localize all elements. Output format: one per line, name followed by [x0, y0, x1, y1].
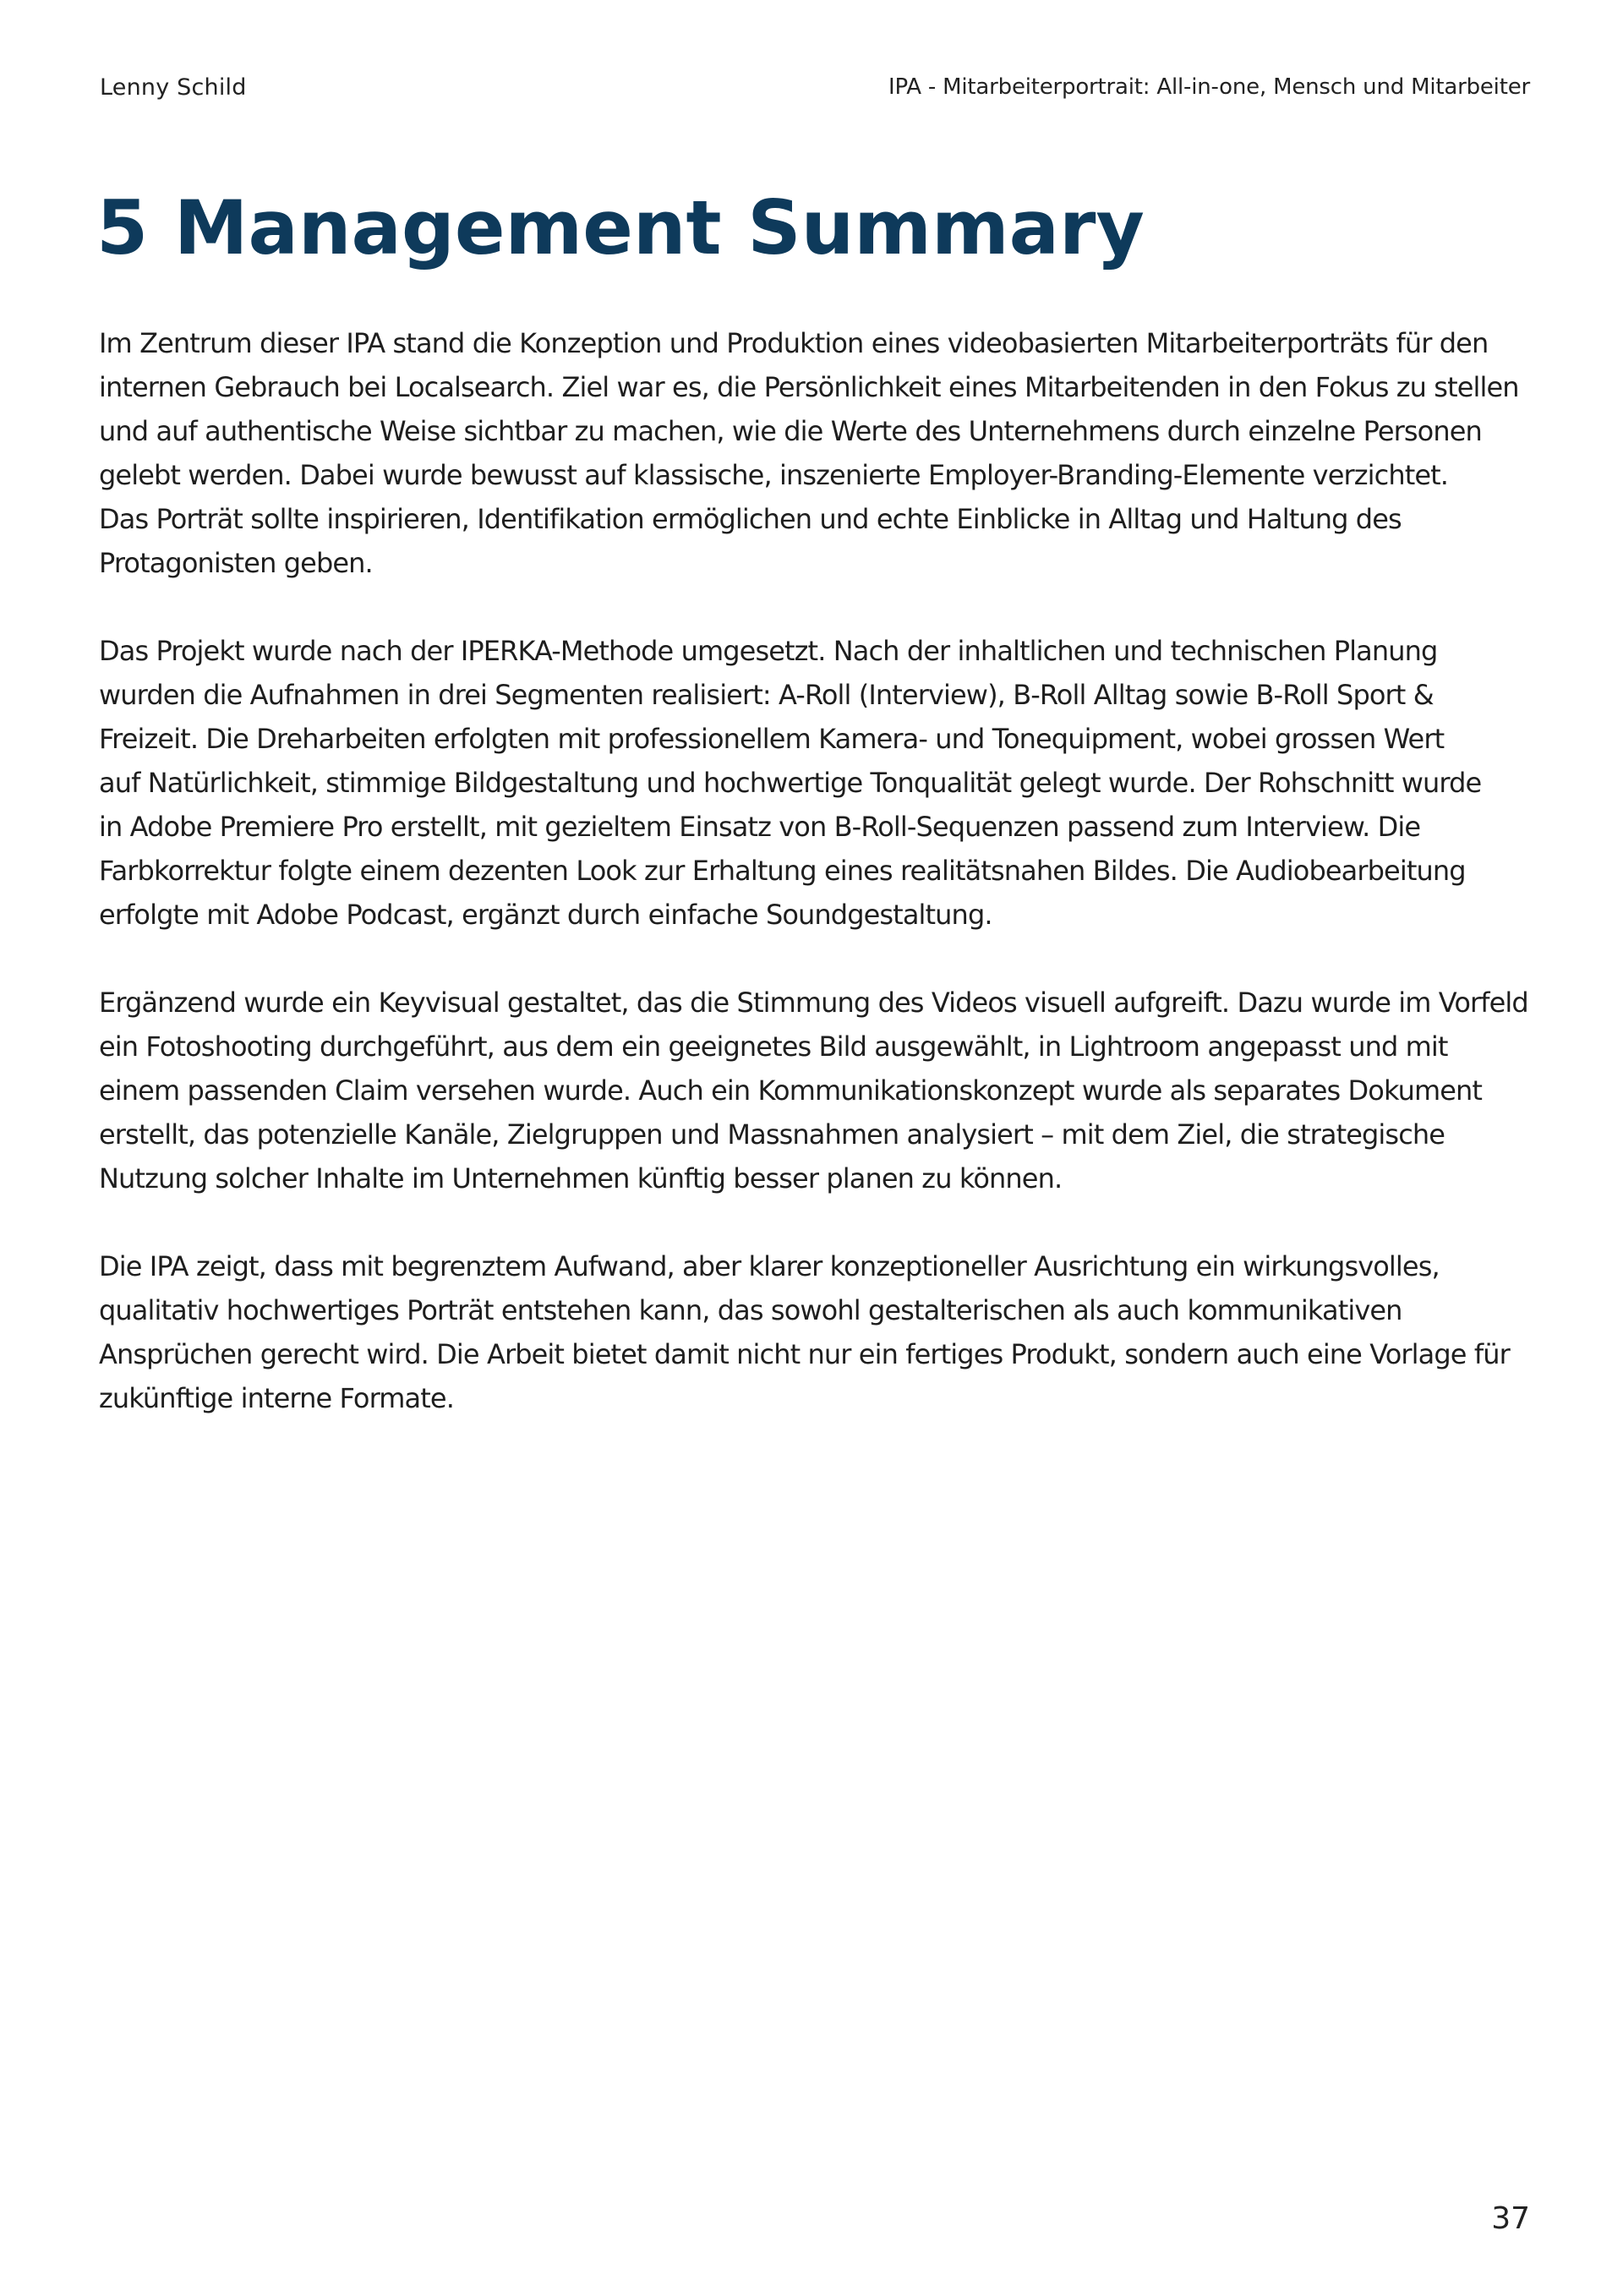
text-line: erfolgte mit Adobe Podcast, ergänzt durch einfache Soundgestaltung.: [99, 899, 992, 931]
text-line: Farbkorrektur folgte einem dezenten Look zur Erhaltung eines realitätsnahen Bildes. Die Audiobearbeitung: [99, 855, 1466, 887]
text-line: Protagonisten geben.: [99, 547, 373, 579]
text-line: einem passenden Claim versehen wurde. Auch ein Kommunikationskonzept wurde als separates Dokument: [99, 1074, 1483, 1107]
text-line: internen Gebrauch bei Localsearch. Ziel war es, die Persönlichkeit eines Mitarbeitenden in den Fokus zu stellen: [99, 371, 1519, 403]
text-line: qualitativ hochwertiges Porträt entstehen kann, das sowohl gestalterischen als auch kommunikativen: [99, 1294, 1402, 1326]
paragraph-3: [99, 981, 1544, 1200]
text-line: Das Porträt sollte inspirieren, Identifikation ermöglichen und echte Einblicke in Alltag und Haltung des: [99, 503, 1402, 535]
paragraph-4: [99, 1244, 1544, 1420]
text-line: Freizeit. Die Dreharbeiten erfolgten mit professionellem Kamera- und Tonequipment, wobei grossen Wert: [99, 723, 1445, 755]
paragraph-1: [99, 321, 1544, 585]
paragraph-2: [99, 629, 1544, 937]
page-number: 37: [1491, 2201, 1530, 2236]
header-author: Lenny Schild: [100, 74, 247, 101]
text-line: Nutzung solcher Inhalte im Unternehmen künftig besser planen zu können.: [99, 1162, 1063, 1194]
text-line: Ergänzend wurde ein Keyvisual gestaltet, das die Stimmung des Videos visuell aufgreift. Dazu wurde im Vorfeld: [99, 987, 1528, 1019]
text-line: gelebt werden. Dabei wurde bewusst auf klassische, inszenierte Employer-Branding-Elemente verzichtet.: [99, 459, 1449, 491]
text-line: erstellt, das potenzielle Kanäle, Zielgruppen und Massnahmen analysiert – mit dem Ziel, die strategische: [99, 1118, 1445, 1151]
text-line: Ansprüchen gerecht wird. Die Arbeit bietet damit nicht nur ein fertiges Produkt, sondern auch eine Vorlage für: [99, 1338, 1510, 1370]
text-line: Die IPA zeigt, dass mit begrenztem Aufwand, aber klarer konzeptioneller Ausrichtung ein wirkungsvolles,: [99, 1250, 1440, 1282]
section-heading: 5 Management Summary: [96, 184, 1145, 271]
text-line: wurden die Aufnahmen in drei Segmenten realisiert: A-Roll (Interview), B-Roll Alltag sowie B-Roll Sport &: [99, 679, 1434, 711]
text-line: und auf authentische Weise sichtbar zu machen, wie die Werte des Unternehmens durch einzelne Personen: [99, 415, 1482, 447]
body-text: [99, 321, 1544, 1464]
text-line: in Adobe Premiere Pro erstellt, mit gezieltem Einsatz von B-Roll-Sequenzen passend zum Interview. Die: [99, 811, 1421, 843]
text-line: Im Zentrum dieser IPA stand die Konzeption und Produktion eines videobasierten Mitarbeiterporträts für den: [99, 327, 1489, 359]
text-line: zukünftige interne Formate.: [99, 1382, 454, 1414]
text-line: Das Projekt wurde nach der IPERKA-Methode umgesetzt. Nach der inhaltlichen und technischen Planung: [99, 635, 1438, 667]
text-line: auf Natürlichkeit, stimmige Bildgestaltung und hochwertige Tonqualität gelegt wurde. Der Rohschnitt wurde: [99, 767, 1482, 799]
header-document-title: IPA - Mitarbeiterportrait: All-in-one, Mensch und Mitarbeiter: [888, 74, 1530, 100]
text-line: ein Fotoshooting durchgeführt, aus dem ein geeignetes Bild ausgewählt, in Lightroom angepasst und mit: [99, 1030, 1448, 1063]
